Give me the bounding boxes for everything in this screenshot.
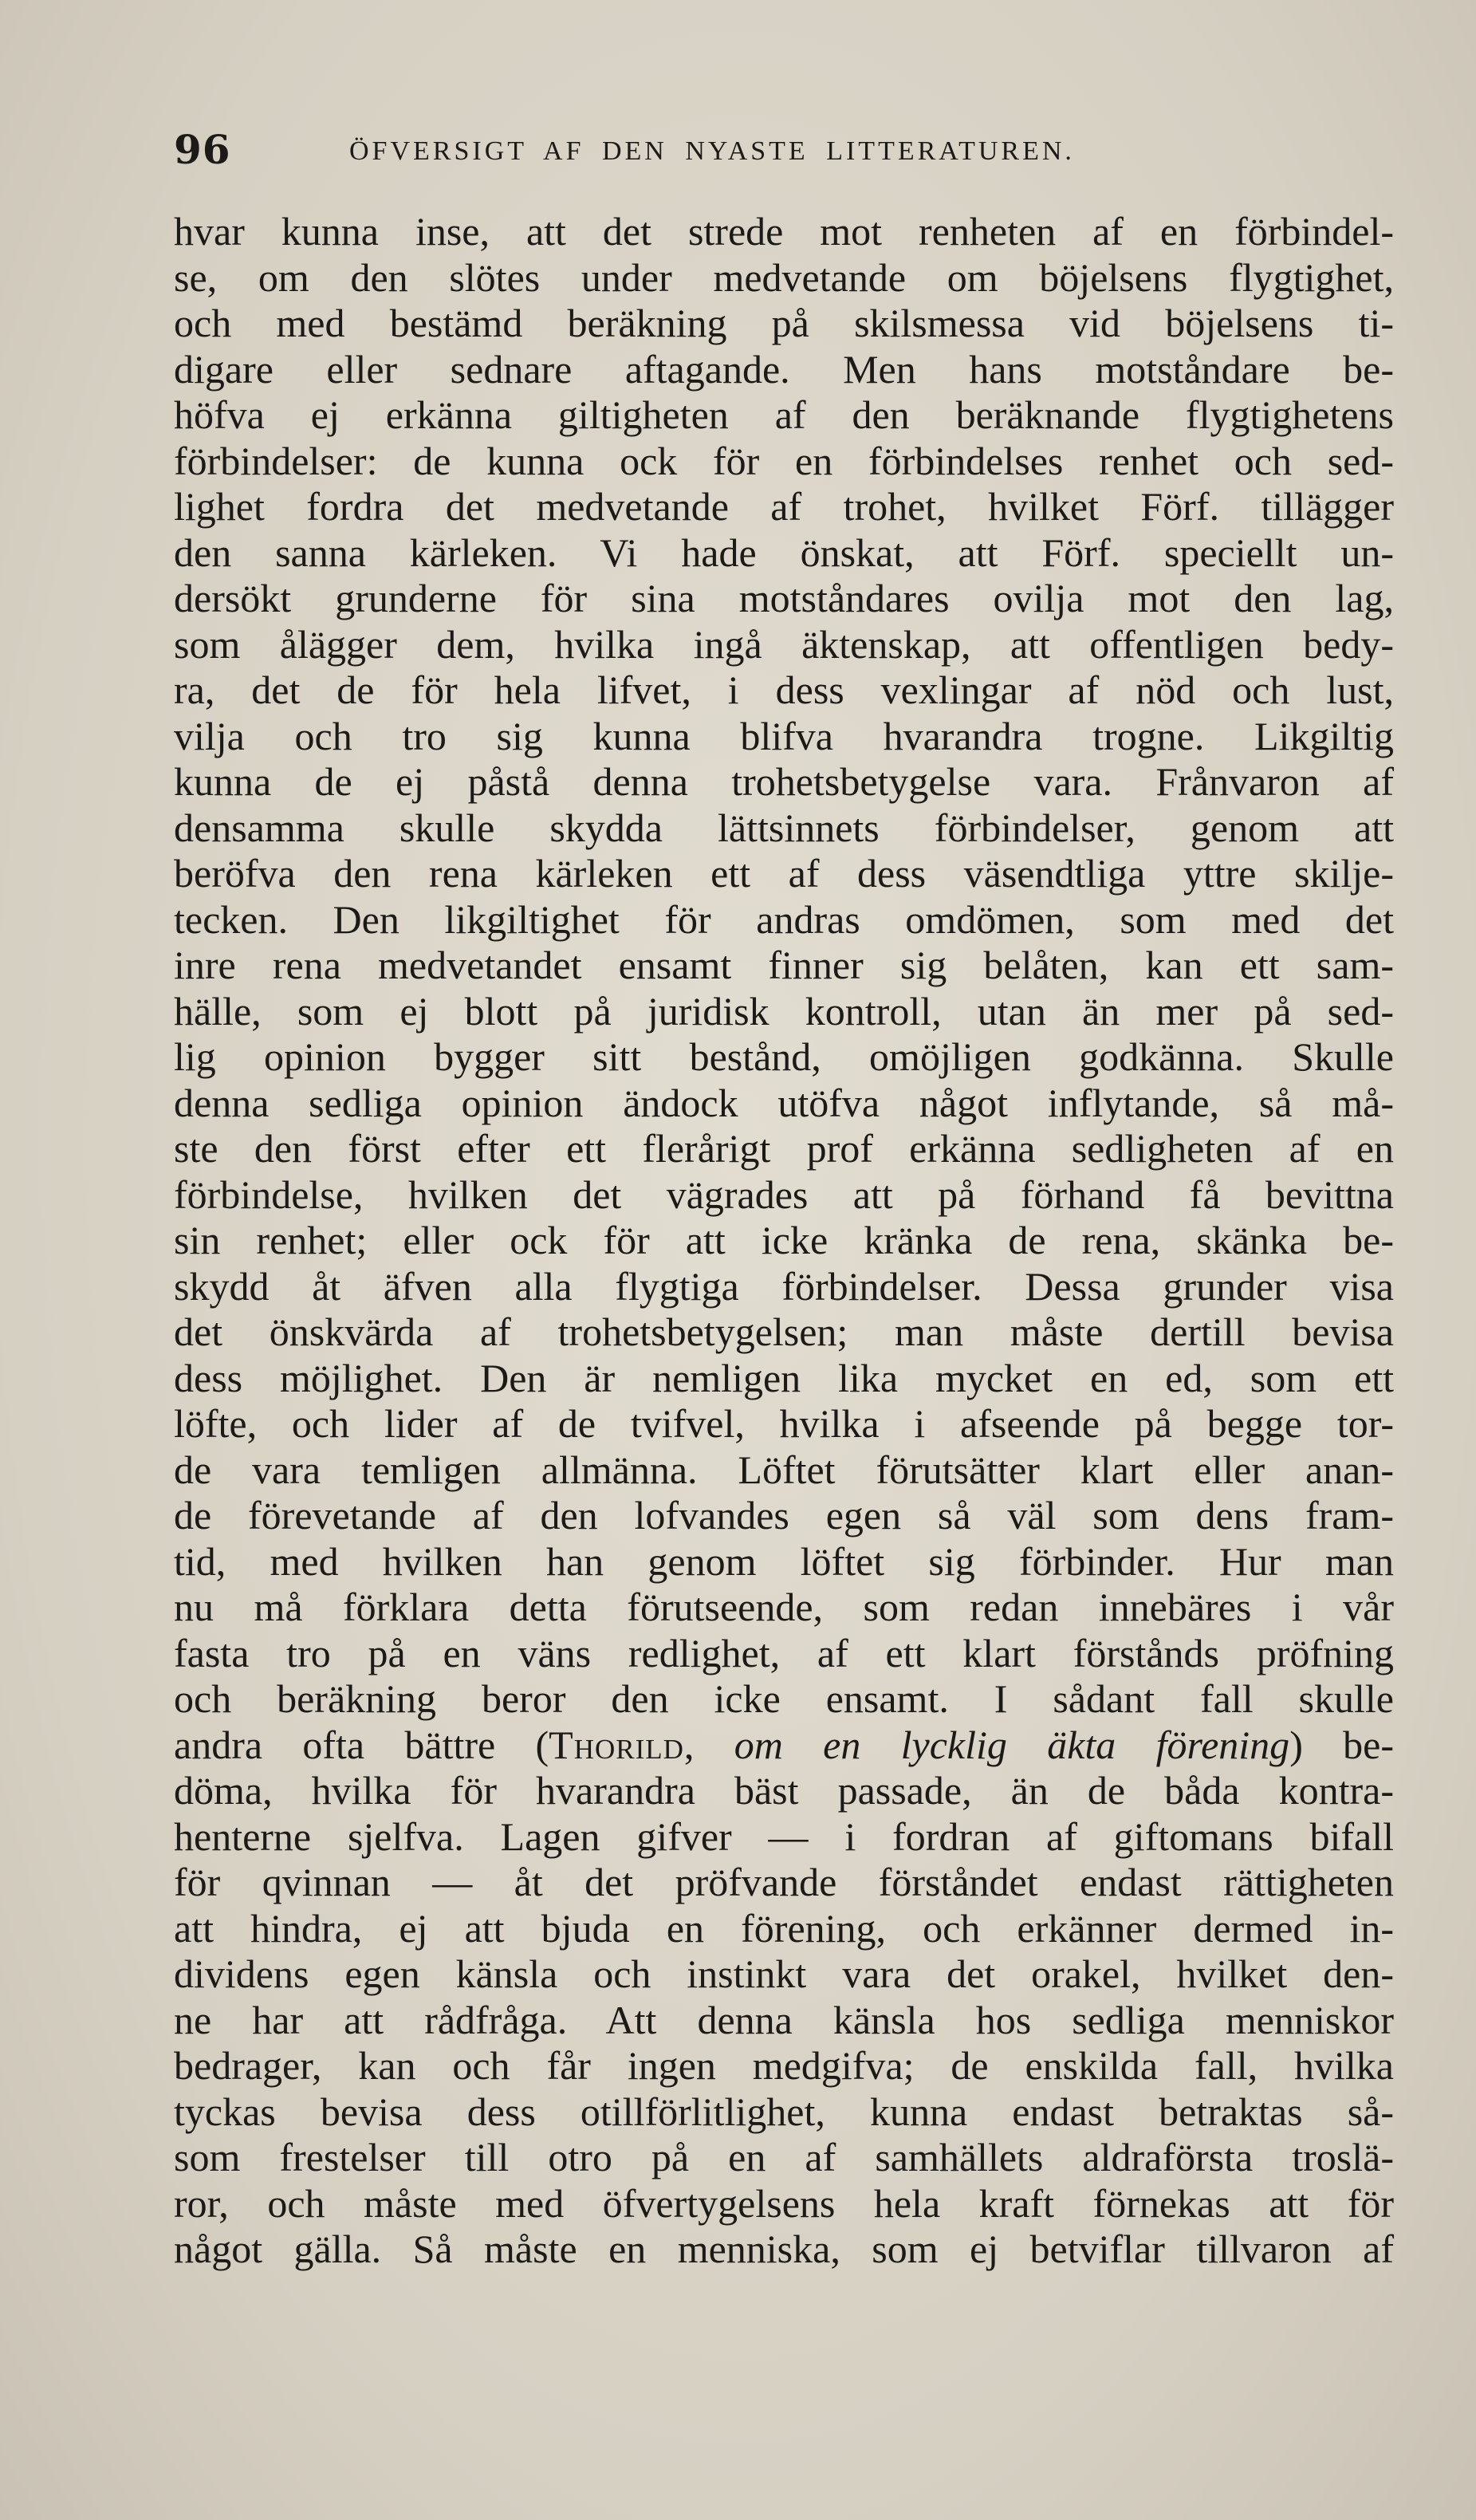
text-line: denna sedliga opinion ändock utöfva något inflytande, så må-	[174, 1080, 1394, 1125]
citation-before: andra ofta bättre (	[174, 1722, 549, 1767]
text-line: hvar kunna inse, att det strede mot renheten af en förbindel-	[174, 209, 1394, 254]
text-line: tecken. Den likgiltighet för andras omdömen, som med det	[174, 896, 1394, 942]
text-line: höfva ej erkänna giltigheten af den beräknande flygtighetens	[174, 392, 1394, 437]
text-line: se, om den slötes under medvetande om böjelsens flygtighet,	[174, 254, 1394, 300]
text-line: de vara temligen allmänna. Löftet förutsätter klart eller anan-	[174, 1447, 1394, 1492]
text-line: digare eller sednare aftagande. Men hans motståndare be-	[174, 346, 1394, 392]
citation-after: ) be-	[1289, 1722, 1394, 1767]
text-line: det önskvärda af trohetsbetygelsen; man måste dertill bevisa	[174, 1309, 1394, 1354]
text-line: lighet fordra det medvetande af trohet, hvilket Förf. tillägger	[174, 484, 1394, 529]
text-line: att hindra, ej att bjuda en förening, och erkänner dermed in-	[174, 1905, 1394, 1951]
text-line: ste den först efter ett flerårigt prof erkänna sedligheten af en	[174, 1126, 1394, 1171]
text-line: tid, med hvilken han genom löftet sig förbinder. Hur man	[174, 1538, 1394, 1584]
text-line: ror, och måste med öfvertygelsens hela kraft förnekas att för	[174, 2180, 1394, 2226]
text-line: den sanna kärleken. Vi hade önskat, att Förf. speciellt un-	[174, 530, 1394, 575]
text-line: beröfva den rena kärleken ett af dess väsendtliga yttre skilje-	[174, 851, 1394, 896]
work-title: om en lycklig äkta förening	[734, 1722, 1290, 1767]
text-line: kunna de ej påstå denna trohetsbetygelse vara. Frånvaron af	[174, 759, 1394, 804]
text-line: dersökt grunderne för sina motståndares ovilja mot den lag,	[174, 576, 1394, 620]
text-line: hälle, som ej blott på juridisk kontroll, utan än mer på sed-	[174, 988, 1394, 1034]
text-line: inre rena medvetandet ensamt finner sig belåten, kan ett sam-	[174, 943, 1394, 987]
text-line: förbindelser: de kunna ock för en förbindelses renhet och sed-	[174, 438, 1394, 483]
text-line: något gälla. Så måste en menniska, som ej betviflar tillvaron af	[174, 2227, 1394, 2271]
citation-separator: ,	[683, 1722, 734, 1767]
text-line: nu må förklara detta förutseende, som redan innebäres i vår	[174, 1585, 1394, 1629]
text-line: skydd åt äfven alla flygtiga förbindelser. Dessa grunder visa	[174, 1263, 1394, 1309]
page-header	[174, 126, 1290, 174]
body-text	[174, 209, 1394, 2273]
text-line: för qvinnan — åt det pröfvande förståndet endast rättigheten	[174, 1860, 1394, 1904]
text-line: lig opinion bygger sitt bestånd, omöjligen godkänna. Skulle	[174, 1034, 1394, 1079]
text-line: ra, det de för hela lifvet, i dess vexlingar af nöd och lust,	[174, 667, 1394, 712]
text-line: tyckas bevisa dess otillförlitlighet, kunna endast betraktas så-	[174, 2089, 1394, 2134]
text-line: dess möjlighet. Den är nemligen lika mycket en ed, som ett	[174, 1355, 1394, 1400]
text-line: som frestelser till otro på en af samhällets aldraförsta troslä-	[174, 2135, 1394, 2179]
text-line: fasta tro på en väns redlighet, af ett klart förstånds pröfning	[174, 1630, 1394, 1675]
text-line: vilja och tro sig kunna blifva hvarandra trogne. Likgiltig	[174, 713, 1394, 758]
page-number: 96	[174, 126, 231, 173]
text-line: sin renhet; eller ock för att icke kränka de rena, skänka be-	[174, 1218, 1394, 1262]
text-line: löfte, och lider af de tvifvel, hvilka i afseende på begge tor-	[174, 1401, 1394, 1446]
text-line: bedrager, kan och får ingen medgifva; de enskilda fall, hvilka	[174, 2043, 1394, 2088]
text-line: dividens egen känsla och instinkt vara det orakel, hvilket den-	[174, 1951, 1394, 1996]
text-line: henterne sjelfva. Lagen gifver — i fordran af giftomans bifall	[174, 1813, 1394, 1859]
text-line: densamma skulle skydda lättsinnets förbindelser, genom att	[174, 805, 1394, 850]
text-line-citation	[174, 1723, 1394, 1769]
text-line: förbindelse, hvilken det vägrades att på förhand få bevittna	[174, 1171, 1394, 1217]
text-line: de förevetande af den lofvandes egen så väl som dens fram-	[174, 1493, 1394, 1538]
text-line: döma, hvilka för hvarandra bäst passade, än de båda kontra-	[174, 1768, 1394, 1813]
text-line: och beräkning beror den icke ensamt. I sådant fall skulle	[174, 1676, 1394, 1721]
text-line: som ålägger dem, hvilka ingå äktenskap, att offentligen bedy-	[174, 621, 1394, 667]
text-line: och med bestämd beräkning på skilsmessa vid böjelsens ti-	[174, 301, 1394, 345]
author-name: Thorild	[549, 1722, 684, 1767]
text-line: ne har att rådfråga. Att denna känsla hos sedliga menniskor	[174, 1997, 1394, 2042]
running-head: ÖFVERSIGT AF DEN NYASTE LITTERATUREN.	[349, 136, 1075, 166]
